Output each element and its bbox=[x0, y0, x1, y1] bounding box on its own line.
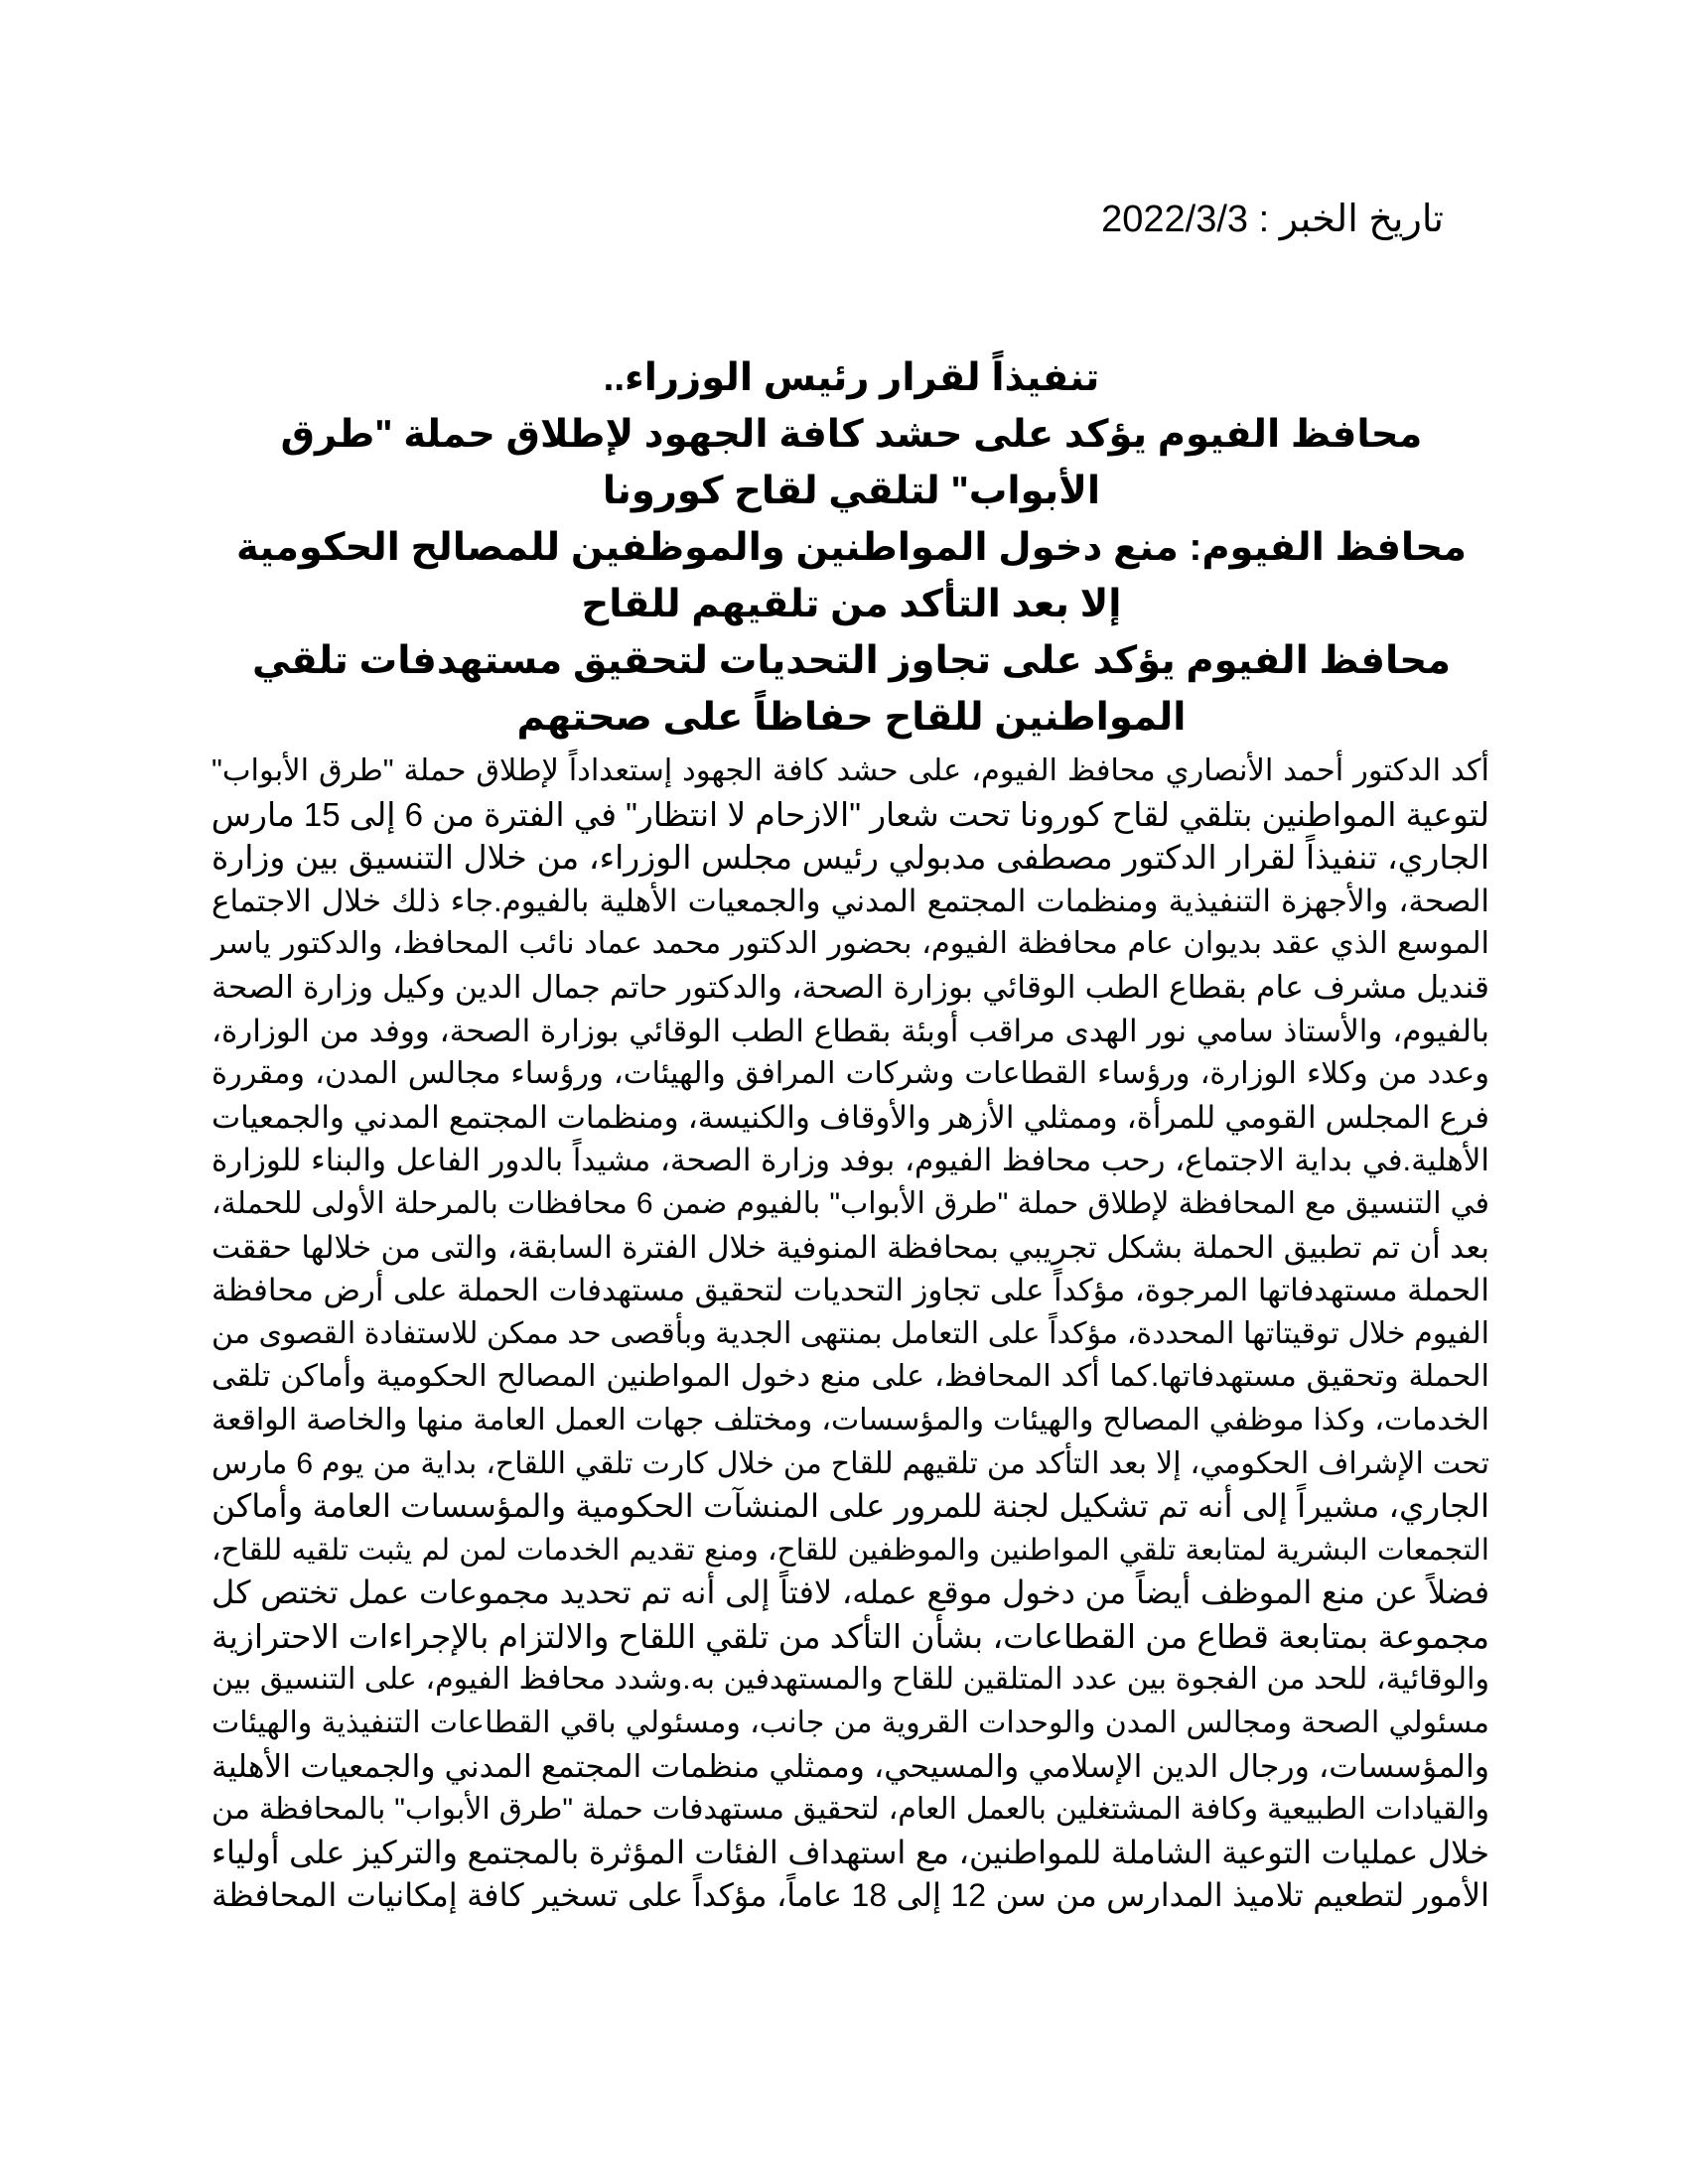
body-line: بالفيوم، والأستاذ سامي نور الهدى مراقب أوبئة بقطاع الطب الوقائي بوزارة الصحة، ووفد من الوزارة، bbox=[211, 1013, 1489, 1048]
body-line: لتوعية المواطنين بتلقي لقاح كورونا تحت شعار "الازحام لا انتظار" في الفترة من 6 إلى 15 مارس bbox=[211, 795, 1489, 833]
body-line: الأمور لتطعيم تلاميذ المدارس من سن 12 إلى 18 عاماً، مؤكداً على تسخير كافة إمكانيات المحافظة bbox=[211, 1877, 1490, 1914]
body-line: الأهلية.في بداية الاجتماع، رحب محافظ الفيوم، بوفد وزارة الصحة، مشيداً بالدور الفاعل والبناء للوزارة bbox=[211, 1143, 1489, 1178]
body-line: مسئولي الصحة ومجالس المدن والوحدات القروية من جانب، ومسئولي باقي القطاعات التنفيذية والهيئات bbox=[211, 1706, 1489, 1740]
news-date: تاريخ الخبر : 2022/3/3 bbox=[1101, 199, 1444, 240]
body-line: والقيادات الطبيعية وكافة المشتغلين بالعمل العام، لتحقيق مستهدفات حملة "طرق الأبواب" بالمحافظة من bbox=[211, 1793, 1489, 1827]
body-line: الفيوم خلال توقيتاتها المحددة، مؤكداً على التعامل بمنتهى الجدية وبأقصى حد ممكن للاستفادة القصوى من bbox=[211, 1316, 1489, 1350]
body-line: في التنسيق مع المحافظة لإطلاق حملة "طرق الأبواب" بالفيوم ضمن 6 محافظات بالمرحلة الأولى للحملة، bbox=[211, 1186, 1489, 1220]
headline-challenges: محافظ الفيوم يؤكد على تجاوز التحديات لتحقيق مستهدفات تلقي المواطنين للقاح حفاظاً على صحتهم bbox=[252, 639, 1451, 739]
body-line: الحملة وتحقيق مستهدفاتها.كما أكد المحافظ، على منع دخول المواطنين المصالح الحكومية وأماكن تلقى bbox=[211, 1359, 1489, 1394]
body-line: قنديل مشرف عام بقطاع الطب الوقائي بوزارة الصحة، والدكتور حاتم جمال الدين وكيل وزارة الصحة bbox=[211, 968, 1489, 1005]
body-line: تحت الإشراف الحكومي، إلا بعد التأكد من تلقيهم للقاح من خلال كارت تلقي اللقاح، بداية من يوم 6 مارس bbox=[211, 1446, 1489, 1480]
headline-campaign: محافظ الفيوم يؤكد على حشد كافة الجهود لإطلاق حملة "طرق الأبواب" لتلقي لقاح كورونا bbox=[280, 413, 1423, 512]
body-line: الموسع الذي عقد بديوان عام محافظة الفيوم، بحضور الدكتور محمد عماد نائب المحافظ، والدكتور ياسر bbox=[211, 926, 1489, 961]
body-line: والوقائية، للحد من الفجوة بين عدد المتلقين للقاح والمستهدفين به.وشدد محافظ الفيوم، على التنسيق بين bbox=[211, 1663, 1489, 1697]
body-line: وعدد من وكلاء الوزارة، ورؤساء القطاعات وشركات المرافق والهيئات، ورؤساء مجالس المدن، ومقررة bbox=[211, 1056, 1489, 1091]
body-line: بعد أن تم تطبيق الحملة بشكل تجريبي بمحافظة المنوفية خلال الفترة السابقة، والتى من خلالها حققت bbox=[211, 1229, 1489, 1265]
body-line: الجاري، تنفيذاً لقرار الدكتور مصطفى مدبولي رئيس مجلس الوزراء، من خلال التنسيق بين وزارة bbox=[211, 839, 1489, 877]
headline-block bbox=[213, 349, 1489, 746]
body-line: مجموعة بمتابعة قطاع من القطاعات، بشأن التأكد من تلقي اللقاح والالتزام بالإجراءات الاحترازية bbox=[211, 1617, 1489, 1655]
body-line: خلال عمليات التوعية الشاملة للمواطنين، مع استهداف الفئات المؤثرة بالمجتمع والتركيز على أولياء bbox=[211, 1834, 1489, 1870]
body-line: أكد الدكتور أحمد الأنصاري محافظ الفيوم، على حشد كافة الجهود إستعداداً لإطلاق حملة "طرق الأبواب" bbox=[211, 753, 1489, 787]
body-line: الحملة مستهدفاتها المرجوة، مؤكداً على تجاوز التحديات لتحقيق مستهدفات الحملة على أرض محافظة bbox=[211, 1273, 1489, 1308]
article-body bbox=[211, 750, 1489, 1918]
body-line: والمؤسسات، ورجال الدين الإسلامي والمسيحي، وممثلي منظمات المجتمع المدني والجمعيات الأهلية bbox=[211, 1747, 1489, 1784]
body-line: فضلاً عن منع الموظف أيضاً من دخول موقع عمله، لافتاً إلى أنه تم تحديد مجموعات عمل تختص كل bbox=[211, 1574, 1489, 1611]
body-line: الصحة، والأجهزة التنفيذية ومنظمات المجتمع المدني والجمعيات الأهلية بالفيوم.جاء ذلك خلال الاجتماع bbox=[211, 883, 1489, 918]
body-line: الجاري، مشيراً إلى أنه تم تشكيل لجنة للمرور على المنشآت الحكومية والمؤسسات العامة وأماكن bbox=[211, 1488, 1489, 1525]
headline-intro: تنفيذاً لقرار رئيس الوزراء.. bbox=[603, 356, 1100, 399]
headline-entry-ban: محافظ الفيوم: منع دخول المواطنين والموظفين للمصالح الحكومية إلا بعد التأكد من تلقيهم للقاح bbox=[236, 526, 1467, 625]
body-line: التجمعات البشرية لمتابعة تلقي المواطنين والموظفين للقاح، ومنع تقديم الخدمات لمن لم يثبت تلقيه للقاح، bbox=[211, 1533, 1489, 1567]
body-line: فرع المجلس القومي للمرأة، وممثلي الأزهر والأوقاف والكنيسة، ومنظمات المجتمع المدني والجمعيات bbox=[211, 1099, 1489, 1135]
body-line: الخدمات، وكذا موظفي المصالح والهيئات والمؤسسات، ومختلف جهات العمل العامة منها والخاصة الواقعة bbox=[211, 1403, 1489, 1436]
